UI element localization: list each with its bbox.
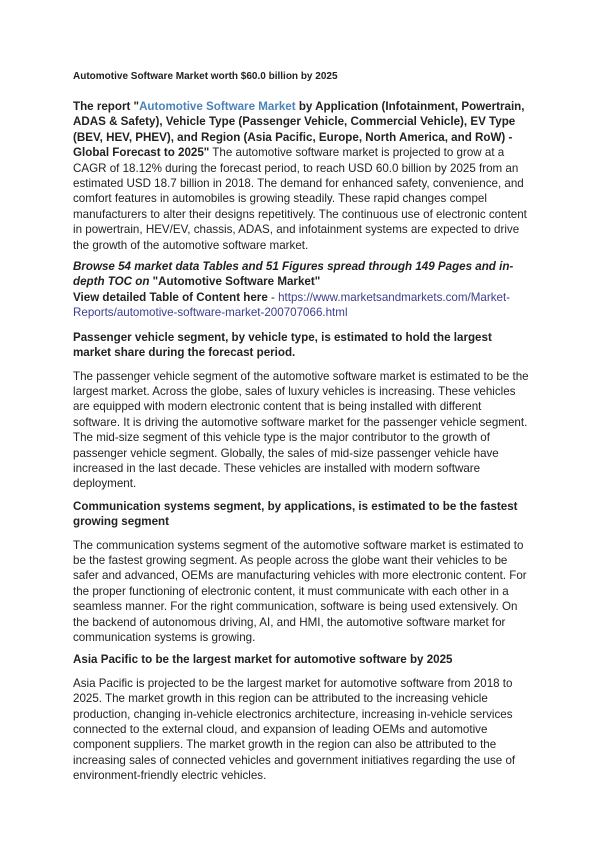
section-heading: Asia Pacific to be the largest market for automotive software by 2025 xyxy=(73,653,453,667)
report-link[interactable]: Automotive Software Market xyxy=(139,100,296,113)
intro-paragraph xyxy=(73,99,529,253)
toc-label: View detailed Table of Content here xyxy=(73,290,268,304)
section-body: Asia Pacific is projected to be the largest market for automotive software from 2018 to 2025. The market growth in this region can be attributed to the increasing vehicle production, changing in-vehicle electronics architecture, increasing in-vehicle services connected to the external cloud, and expansion of leading OEMs and automotive component suppliers. The market growth in the region can also be attributed to the increasing sales of connected vehicles and government initiatives regarding the use of environment-friendly electric vehicles. xyxy=(73,676,516,783)
report-scope: by Application (Infotainment, Powertrain, ADAS & Safety), Vehicle Type (Passenger Vehicle, Commercial Vehicle), EV Type (BEV, HEV, PHEV), and Region (Asia Pacific, Europe, North America, and RoW) - Global Forecast to 2025" xyxy=(73,100,525,160)
toc-link-line xyxy=(73,290,529,321)
browse-line xyxy=(73,259,529,290)
section-heading: Passenger vehicle segment, by vehicle type, is estimated to hold the largest market share during the forecast period. xyxy=(73,330,492,360)
browse-text: Browse 54 market data Tables and 51 Figures spread through 149 Pages and in-depth TOC on xyxy=(73,260,514,289)
document-page xyxy=(73,70,529,791)
toc-separator: - xyxy=(267,290,279,304)
browse-report-name: "Automotive Software Market" xyxy=(149,275,321,289)
toc-url-link[interactable]: https://www.marketsandmarkets.com/Market-Reports/automotive-software-market-200707066.html xyxy=(73,290,511,320)
document-title: Automotive Software Market worth $60.0 billion by 2025 xyxy=(73,71,338,82)
section-passenger-vehicle xyxy=(73,330,529,492)
section-asia-pacific xyxy=(73,652,529,783)
section-body: The communication systems segment of the automotive software market is estimated to be the fastest growing segment. As people across the globe want their vehicles to be safer and advanced, OEMs are manufacturing vehicles with more electronic content. For the proper functioning of electronic content, it must communicate with each other in a seamless manner. For the right communication, software is being used extensively. On the backend of autonomous driving, AI, and HMI, the automotive software market for communication systems is growing. xyxy=(73,538,527,644)
section-body: The passenger vehicle segment of the automotive software market is estimated to be the largest market. Across the globe, sales of luxury vehicles is increasing. These vehicles are equipped with modern electronic content that is being installed with different software. It is driving the automotive software market for the passenger vehicle segment. The mid-size segment of this vehicle type is the major contributor to the growth of passenger vehicle segment. Globally, the sales of mid-size passenger vehicle have increased in the last decade. These vehicles are installed with modern software deployment. xyxy=(73,369,529,491)
section-communication-systems xyxy=(73,499,529,646)
intro-prefix: The report " xyxy=(73,100,140,113)
section-heading: Communication systems segment, by applications, is estimated to be the fastest growing segment xyxy=(73,499,518,529)
intro-body: The automotive software market is projected to grow at a CAGR of 18.12% during the forecast period, to reach USD 60.0 billion by 2025 from an estimated USD 18.7 billion in 2018. The demand for enhanced safety, convenience, and comfort features in automobiles is growing steadily. These rapid changes compel manufacturers to alter their designs repetitively. The continuous use of electronic content in powertrain, HEV/EV, chassis, ADAS, and infotainment systems are expected to drive the growth of the automotive software market. xyxy=(73,146,527,252)
